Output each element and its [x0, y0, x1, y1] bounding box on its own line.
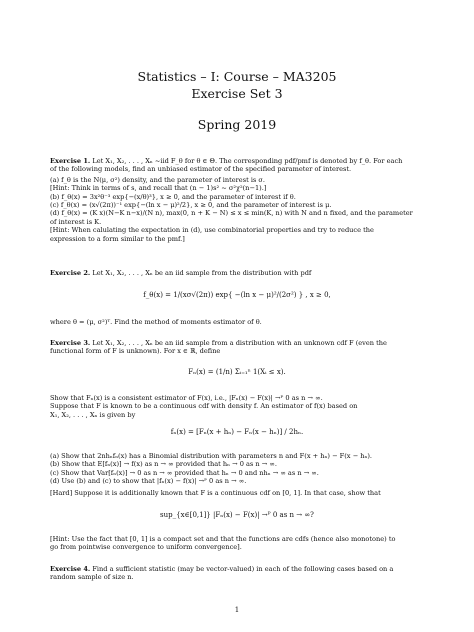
exercise-4	[50, 565, 430, 582]
exercise-1-part-a: (a) f_θ is the N(μ, σ²) density, and the parameter of interest is σ.	[50, 175, 266, 184]
exercise-3-part-b: (b) Show that E[fₙ(x)] → f(x) as n → ∞ provided that hₙ → 0 as n → ∞.	[50, 460, 277, 469]
exercise-3-hint-1: [Hint: Use the fact that [0, 1] is a compact set and that the functions are cdfs (hence also monotone) to	[50, 535, 396, 543]
exercise-3-formula-fn: fₙ(x) = [Fₙ(x + hₙ) − Fₙ(x − hₙ)] / 2hₙ.	[170, 428, 304, 436]
exercise-3-intro-2: functional form of F is unknown). For x ∈ ℝ, define	[50, 347, 221, 356]
exercise-2-intro: Let X₁, X₂, . . . , Xₙ be an iid sample from the distribution with pdf	[92, 269, 312, 277]
exercise-1-label: Exercise 1.	[50, 157, 91, 165]
exercise-3-p2: Suppose that F is known to be a continuous cdf with density f. An estimator of f(x) based on	[50, 402, 358, 411]
exercise-4-intro-2: random sample of size n.	[50, 573, 134, 582]
exercise-3-hard: [Hard] Suppose it is additionally known that F is a continuous cdf on [0, 1]. In that case, show that	[50, 488, 381, 497]
page-number: 1	[234, 606, 240, 614]
exercise-2-label: Exercise 2.	[50, 269, 91, 277]
exercise-3-label: Exercise 3.	[50, 339, 91, 347]
exercise-2-after	[50, 318, 430, 326]
exercise-3-intro-1: Let X₁, X₂, . . . , Xₙ be an iid sample from a distribution with an unknown cdf F (even the	[92, 339, 387, 347]
exercise-2-after-text: where θ = (μ, σ²)ᵀ. Find the method of moments estimator of θ.	[50, 318, 262, 326]
exercise-1-hint-d-1: [Hint: When calulating the expectation in (d), use combinatorial properties and try to reduce the	[50, 226, 374, 235]
exercise-1-part-d-2: of interest is K.	[50, 217, 102, 226]
exercise-3-body	[50, 394, 430, 419]
exercise-3-hint-2: go from pointwise convergence to uniform convergence].	[50, 543, 242, 552]
exercise-1-part-c: (c) f_θ(x) = (x√(2π))⁻¹ exp{−(ln x − μ)²/2}, x ≥ 0, and the parameter of interest is μ.	[50, 201, 332, 210]
exercise-2	[50, 269, 430, 277]
exercise-set-title: Exercise Set 3	[191, 86, 283, 101]
exercise-3-formula-sup: sup_{x∈[0,1]} |Fₙ(x) − F(x)| →ᴾ 0 as n → ∞?	[160, 511, 314, 519]
exercise-3-p3: X₁, X₂, . . . , Xₙ is given by	[50, 410, 136, 419]
exercise-1-hint-d-2: expression to a form similar to the pmf.]	[50, 234, 185, 243]
exercise-4-label: Exercise 4.	[50, 565, 91, 573]
term-title: Spring 2019	[197, 117, 277, 132]
exercise-3-p1: Show that Fₙ(x) is a consistent estimator of F(x), i.e., |Fₙ(x) − F(x)| →ᴾ 0 as n → ∞.	[50, 394, 323, 402]
exercise-3-parts	[50, 452, 430, 497]
exercise-3-part-c: (c) Show that Var[fₙ(x)] → 0 as n → ∞ provided that hₙ → 0 and nhₙ → ∞ as n → ∞.	[50, 468, 319, 477]
exercise-3-formula-Fn: Fₙ(x) = (1/n) Σᵢ₌₁ⁿ 1(Xᵢ ≤ x).	[188, 368, 286, 376]
exercise-1	[50, 157, 430, 243]
exercise-3-hint	[50, 535, 430, 552]
exercise-3-part-d: (d) Use (b) and (c) to show that |fₙ(x) − f(x)| →ᴾ 0 as n → ∞.	[50, 477, 247, 486]
exercise-1-part-b: (b) f_θ(x) = 3x²θ⁻³ exp{−(x/θ)³}, x ≥ 0, and the parameter of interest if θ.	[50, 192, 296, 201]
exercise-4-intro-1: Find a sufficient statistic (may be vector-valued) in each of the following cases based on a	[92, 565, 394, 573]
exercise-1-hint-a: [Hint: Think in terms of s, and recall that (n − 1)s² ~ σ²χ²(n−1).]	[50, 184, 267, 193]
course-title: Statistics – I: Course – MA3205	[137, 69, 337, 84]
exercise-1-intro-2: of the following models, find an unbiased estimator of the specified parameter of interest.	[50, 165, 352, 174]
exercise-3-part-a: (a) Show that 2nhₙfₙ(x) has a Binomial distribution with parameters n and F(x + hₙ) − F(x − hₙ).	[50, 452, 373, 460]
exercise-1-intro-1: Let X₁, X₂, . . . , Xₙ ~iid F_θ for θ ∈ Θ. The corresponding pdf/pmf is denoted by f_θ. For each	[92, 157, 403, 165]
exercise-1-part-d-1: (d) f_θ(x) = (K x)(N−K n−x)/(N n), max(0, n + K − N) ≤ x ≤ min(K, n) with N and n fixed, and the parameter	[50, 209, 413, 218]
exercise-3	[50, 339, 430, 356]
exercise-2-formula: f_θ(x) = 1/(xσ√(2π)) exp{ −(ln x − μ)²/(2σ²) } , x ≥ 0,	[143, 291, 331, 299]
